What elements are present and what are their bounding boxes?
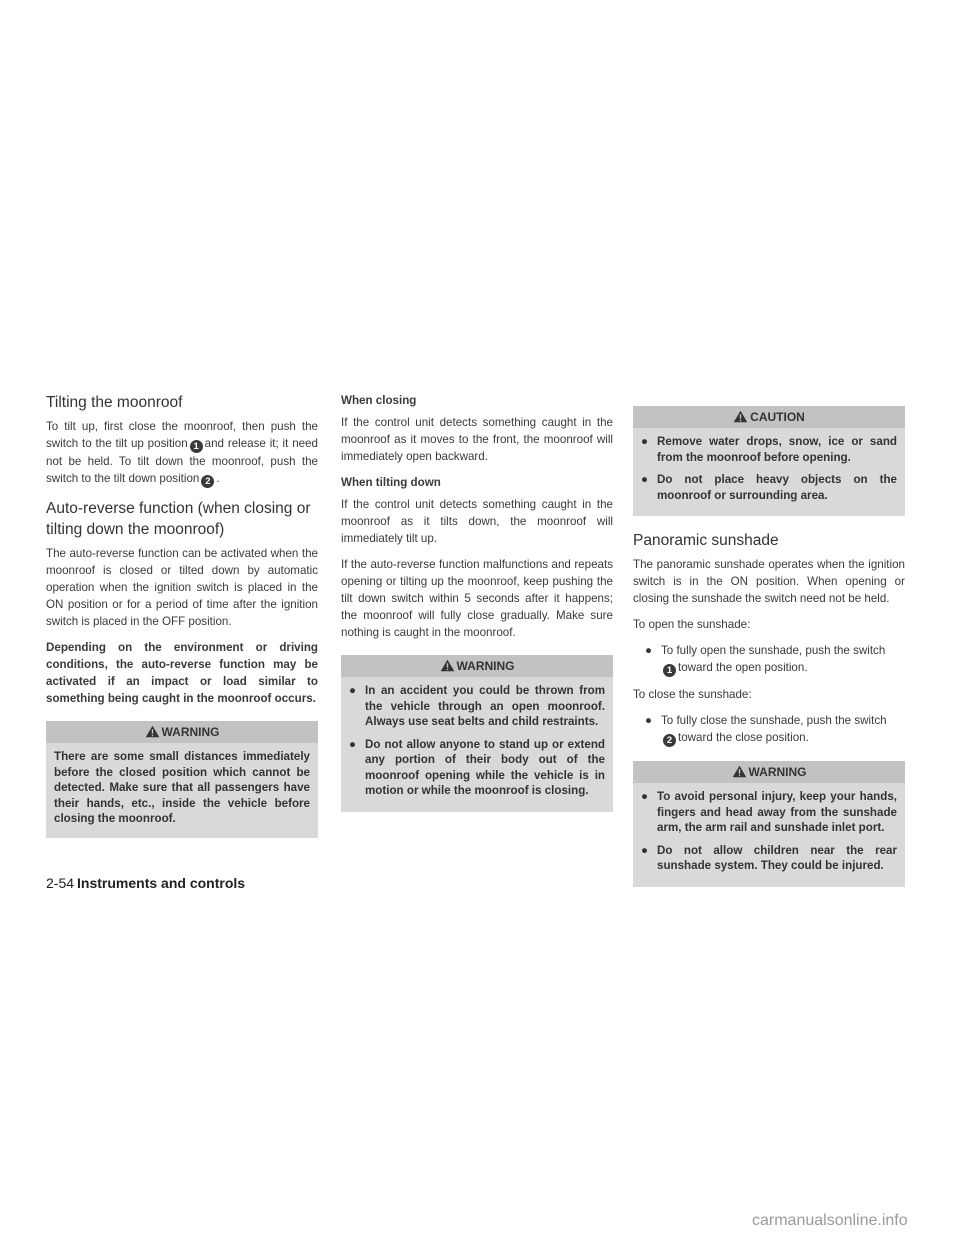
caution-header — [633, 406, 905, 428]
open-item-text-a: To fully open the sunshade, push the switch — [661, 644, 886, 657]
tilt-text-c: . — [216, 472, 220, 485]
close-item — [633, 712, 905, 747]
warning-body — [633, 783, 905, 874]
caution-box — [633, 406, 905, 516]
circled-number-1-icon: 1 — [663, 664, 676, 677]
warning-title: WARNING — [456, 659, 515, 673]
caution-title: CAUTION — [750, 410, 805, 424]
paragraph-when-tilting: If the control unit detects something caught in the moonroof as it tilts down, the moonroof will immediately tilt up. — [341, 498, 613, 545]
warning-item — [349, 737, 605, 799]
warning-text: There are some small distances immediately before the closed position which cannot be detected. Make sure that all passengers have their hands, etc., inside the vehicle before closing the moonroof. — [54, 750, 310, 825]
open-item-text-b: toward the open position. — [678, 661, 808, 674]
caution-item — [641, 434, 897, 465]
close-item-text-b: toward the close position. — [678, 731, 809, 744]
paragraph-malfunction: If the auto-reverse function malfunctions and repeats opening or tilting up the moonroof, keep pushing the tilt down switch within 5 seconds after it happens; the moonroof will fully close gradually. Make sure nothing is caught in the moonroof. — [341, 558, 613, 639]
paragraph-auto-reverse: The auto-reverse function can be activated when the moonroof is closed or tilted down by automatic operation when the ignition switch is placed in the ON position or for a period of time after the ignition switch is placed in the OFF position. — [46, 547, 318, 628]
circled-number-1-icon: 1 — [190, 440, 203, 453]
tilt-text-a: To tilt up, first close the moonroof, then push the switch to the tilt up position — [46, 420, 318, 450]
warning-title: WARNING — [748, 765, 807, 779]
warning-item — [641, 843, 897, 874]
caution-item-text: Do not place heavy objects on the moonroof or surrounding area. — [657, 473, 897, 502]
caution-body — [633, 428, 905, 503]
column-left — [46, 392, 318, 852]
heading-auto-reverse: Auto-reverse function (when closing or tilting down the moonroof) — [46, 500, 311, 538]
warning-triangle-icon — [145, 725, 160, 738]
warning-item — [349, 683, 605, 730]
warning-body — [46, 743, 318, 827]
paragraph-auto-reverse-bold: Depending on the environment or driving conditions, the auto-reverse function may be activated if an impact or load similar to something being caught in the moonroof occurs. — [46, 641, 318, 705]
open-item — [633, 642, 905, 677]
bullet-icon: ● — [349, 737, 357, 751]
warning-triangle-icon — [733, 410, 748, 423]
column-middle — [341, 392, 613, 826]
warning-triangle-icon — [440, 659, 455, 672]
warning-item-text: Do not allow children near the rear sunshade system. They could be injured. — [657, 843, 897, 872]
bullet-icon: ● — [349, 684, 357, 697]
caution-item-text: Remove water drops, snow, ice or sand from the moonroof before opening. — [657, 435, 897, 464]
watermark: carmanualsonline.info — [752, 1212, 908, 1229]
warning-box-left — [46, 721, 318, 838]
paragraph-tilt — [46, 418, 318, 488]
warning-header — [46, 721, 318, 743]
paragraph-sunshade: The panoramic sunshade operates when the ignition switch is in the ON position. When opening or closing the sunshade the switch need not be held. — [633, 558, 905, 605]
tilt-text-b: and release it; it need not be held. To tilt down the moonroof, push the switch to the tilt down position — [46, 437, 318, 485]
warning-box-middle — [341, 655, 613, 812]
bullet-icon: ● — [641, 473, 649, 486]
warning-body — [341, 677, 613, 799]
bullet-icon: ● — [641, 435, 649, 448]
bullet-icon: ● — [645, 714, 653, 727]
page-footer — [46, 875, 245, 891]
section-title: Instruments and controls — [77, 875, 246, 891]
column-right — [633, 392, 905, 901]
page-number: 2-54 — [46, 875, 75, 891]
heading-panoramic-sunshade: Panoramic sunshade — [633, 532, 779, 549]
close-item-text-a: To fully close the sunshade, push the switch — [661, 714, 887, 727]
circled-number-2-icon: 2 — [663, 734, 676, 747]
subheading-when-closing: When closing — [341, 394, 417, 407]
heading-tilting-moonroof: Tilting the moonroof — [46, 394, 183, 411]
circled-number-2-icon: 2 — [201, 475, 214, 488]
warning-triangle-icon — [732, 765, 747, 778]
subheading-when-tilting: When tilting down — [341, 476, 441, 489]
caution-item — [641, 472, 897, 503]
warning-item-text: To avoid personal injury, keep your hands, fingers and head away from the sunshade arm, the arm rail and sunshade inlet port. — [657, 790, 897, 834]
bullet-icon: ● — [645, 644, 653, 657]
bullet-icon: ● — [641, 790, 649, 803]
paragraph-when-closing: If the control unit detects something caught in the moonroof as it moves to the front, the moonroof will immediately open backward. — [341, 416, 613, 463]
warning-item-text: Do not allow anyone to stand up or extend any portion of their body out of the moonroof opening while the vehicle is in motion or while the moonroof is closing. — [365, 737, 605, 797]
close-intro: To close the sunshade: — [633, 688, 752, 701]
bullet-icon: ● — [641, 843, 649, 857]
warning-item-text: In an accident you could be thrown from the vehicle through an open moonroof. Always use seat belts and child restraints. — [365, 684, 605, 728]
warning-header — [341, 655, 613, 677]
open-intro: To open the sunshade: — [633, 618, 751, 631]
warning-header — [633, 761, 905, 783]
warning-title: WARNING — [161, 725, 220, 739]
warning-item — [641, 789, 897, 836]
warning-box-right — [633, 761, 905, 887]
